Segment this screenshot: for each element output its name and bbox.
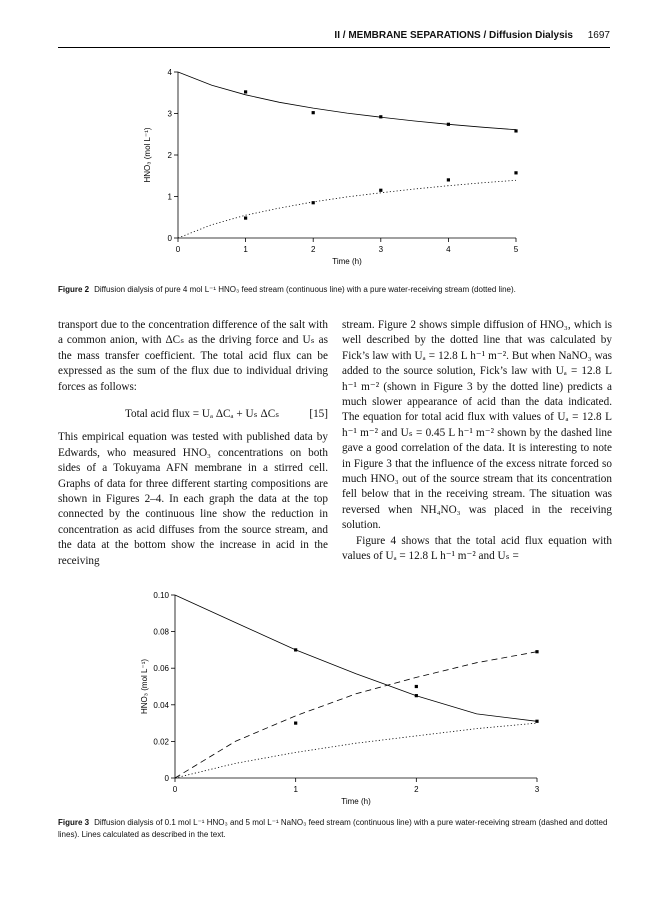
data-point (447, 178, 450, 181)
page-number: 1697 (587, 30, 610, 41)
x-axis-label: Time (h) (332, 257, 362, 266)
figure-3-caption-text: Diffusion dialysis of 0.1 mol L⁻¹ HNO₃ and 5 mol L⁻¹ NaNO₃ feed stream (continuous line) with a pure water-receiving stream (dashed and dotted lines). Lines calculated as described in the text. (58, 818, 608, 839)
x-tick-label: 3 (534, 785, 540, 794)
figure-3-caption (58, 817, 618, 841)
right-paragraph-1: stream. Figure 2 shows simple diffusion of HNO₃, which is well described by the dotted line that was calculated by Fick’s law with Uₐ = 12.8 L h⁻¹ m⁻². But when NaNO₃ was added to the source solution, Fick’s law with Uₐ = 12.8 L h⁻¹ m⁻² (shown in Figure 3 by the dotted line) predicts a much slower appearance of acid than the data indicated. The equation for total acid flux with values of Uₐ = 12.8 L h⁻¹ m⁻² and Uₛ = 0.45 L h⁻¹ m⁻² shown by the dashed line gave a good correlation of the data. It is interesting to note in Figure 3 that the influence of the excess nitrate forced so much HNO₃ out of the source stream that its concentration fell below that in the receiving stream. The situation was reversed when NH₄NO₃ was placed in the receiving solution. (342, 319, 612, 532)
figure-2-caption-text: Diffusion dialysis of pure 4 mol L⁻¹ HNO₃ feed stream (continuous line) with a pure water-receiving stream (dotted line). (94, 285, 516, 294)
y-tick-label: 2 (167, 151, 172, 160)
series-line-solid (175, 595, 537, 721)
body-left-column (58, 318, 328, 569)
series-line-solid (178, 72, 516, 130)
series-line-dotted (178, 180, 516, 238)
equation-text: Total acid flux = Uₐ ΔCₐ + Uₛ ΔCₛ (124, 408, 280, 421)
y-tick-label: 3 (167, 109, 172, 119)
data-point (312, 201, 315, 204)
y-axis-label: HNO₃ (mol L⁻¹) (140, 658, 149, 715)
equation-15 (58, 407, 328, 422)
y-tick-label: 0 (164, 774, 169, 783)
y-axis-label: HNO₃ (mol L⁻¹) (143, 127, 152, 183)
data-point (415, 694, 418, 697)
x-tick-label: 2 (310, 245, 316, 254)
x-tick-label: 5 (513, 245, 519, 254)
figure-3-label: Figure 3 (58, 818, 90, 827)
y-tick-label: 0.06 (153, 664, 169, 674)
x-tick-label: 0 (175, 245, 181, 254)
x-tick-label: 0 (172, 785, 178, 794)
y-tick-label: 0.04 (153, 700, 169, 710)
y-tick-label: 0.10 (153, 591, 169, 600)
x-tick-label: 4 (446, 245, 451, 254)
running-header (58, 30, 610, 48)
data-point (415, 685, 418, 688)
running-title: II / MEMBRANE SEPARATIONS / Diffusion Dialysis (334, 30, 573, 41)
data-point (244, 90, 247, 93)
data-point (294, 722, 297, 725)
data-point (312, 111, 315, 114)
data-point (244, 216, 247, 219)
left-paragraph-1: transport due to the concentration difference of the salt with a common anion, with ΔCₛ as the driving force and Uₛ as the mass transfer coefficient. The total acid flux can be expressed as the sum of the flux due to individual driving forces as follows: (58, 319, 328, 393)
data-point (514, 171, 517, 174)
x-tick-label: 2 (414, 785, 419, 794)
body-right-column (342, 318, 612, 565)
data-point (535, 650, 538, 653)
x-tick-label: 1 (243, 245, 248, 254)
data-point (379, 189, 382, 192)
figure-2-label: Figure 2 (58, 285, 90, 294)
y-tick-label: 0 (167, 234, 172, 243)
left-paragraph-2: This empirical equation was tested with published data by Edwards, who measured HNO₃ concentrations on both sides of a Tokuyama AFN membrane in a stirred cell. Graphs of data for three different starting compositions are shown in Figures 2–4. In each graph the data at the top connected by the continuous line show the reduction in concentration as acid diffuses from the source stream, and the data at the bottom show the increase in acid in the receiving (58, 431, 328, 567)
right-paragraph-2: Figure 4 shows that the total acid flux equation with values of Uₐ = 12.8 L h⁻¹ m⁻² and Uₛ = (342, 534, 612, 563)
figure-2-caption (58, 284, 618, 296)
series-line-dotted (175, 723, 537, 778)
x-tick-label: 3 (378, 245, 384, 254)
data-point (447, 123, 450, 126)
data-point (379, 115, 382, 118)
data-point (514, 129, 517, 132)
y-tick-label: 1 (167, 192, 172, 202)
x-tick-label: 1 (293, 785, 298, 794)
y-tick-label: 0.02 (153, 737, 169, 747)
data-point (535, 720, 538, 723)
y-tick-label: 0.08 (153, 627, 169, 637)
y-tick-label: 4 (167, 68, 172, 77)
equation-number: [15] (309, 408, 328, 421)
figure-2-chart (130, 62, 550, 272)
figure-3-chart (120, 585, 560, 810)
x-axis-label: Time (h) (341, 797, 371, 806)
data-point (294, 648, 297, 651)
